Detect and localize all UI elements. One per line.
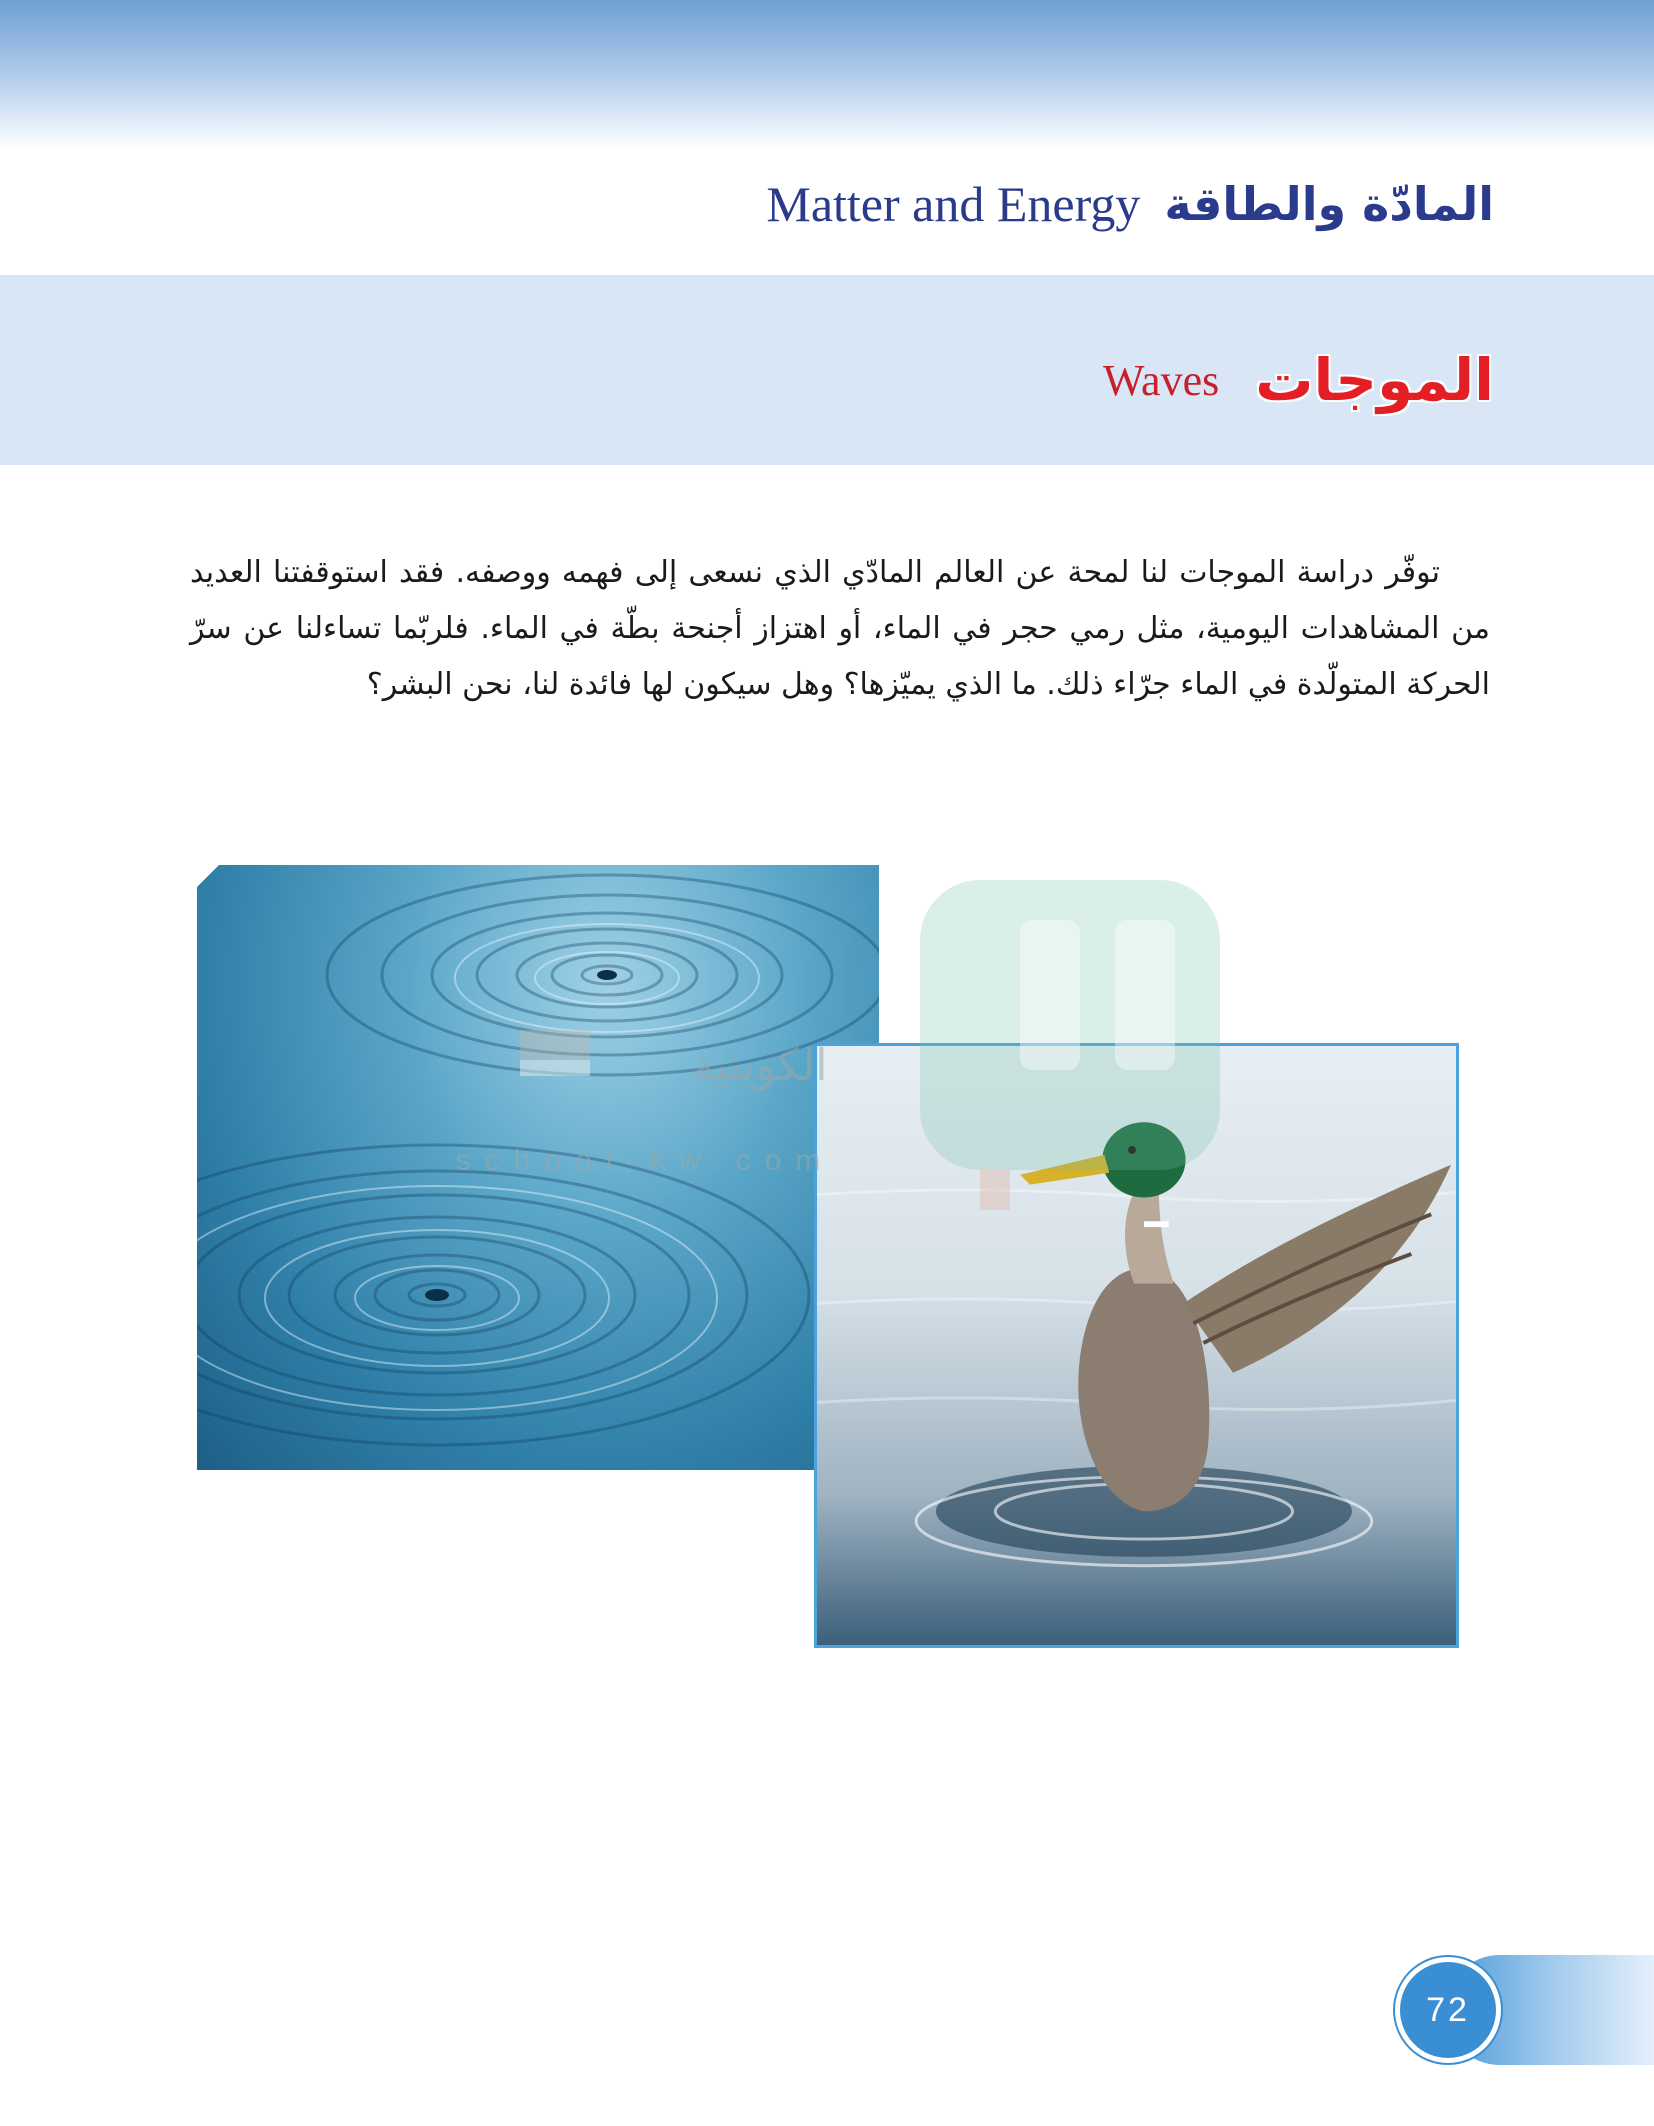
watermark-site: school-kw.com bbox=[455, 1144, 835, 1177]
lesson-title-arabic: الموجات bbox=[1255, 346, 1494, 414]
lesson-title-english: Waves bbox=[1103, 355, 1220, 405]
intro-paragraph: توفّر دراسة الموجات لنا لمحة عن العالم المادّي الذي نسعى إلى فهمه ووصفه. فقد استوقفتنا العديد من المشاهدات اليومية، مثل رمي حجر في الماء، أو اهتزاز أجنحة بطّة في الماء. فلربّما تساءلنا عن سرّ الحركة المتولّدة في الماء جرّاء ذلك. ما الذي يميّزها؟ وهل سيكون لها فائدة لنا، نحن البشر؟ bbox=[190, 555, 1490, 702]
page-number: 72 bbox=[1395, 1957, 1501, 2063]
water-ripples-photo bbox=[197, 865, 879, 1470]
lesson-title bbox=[1103, 340, 1494, 420]
duck-illustration bbox=[817, 1046, 1456, 1645]
unit-title-english: Matter and Energy bbox=[766, 176, 1141, 232]
watermark-name: الكويتية bbox=[692, 1040, 828, 1091]
unit-title bbox=[766, 168, 1494, 240]
unit-title-arabic: المادّة والطاقة bbox=[1164, 177, 1494, 231]
duck-photo bbox=[814, 1043, 1459, 1648]
header-gradient-band bbox=[0, 0, 1654, 150]
ripples-illustration bbox=[197, 865, 879, 1470]
